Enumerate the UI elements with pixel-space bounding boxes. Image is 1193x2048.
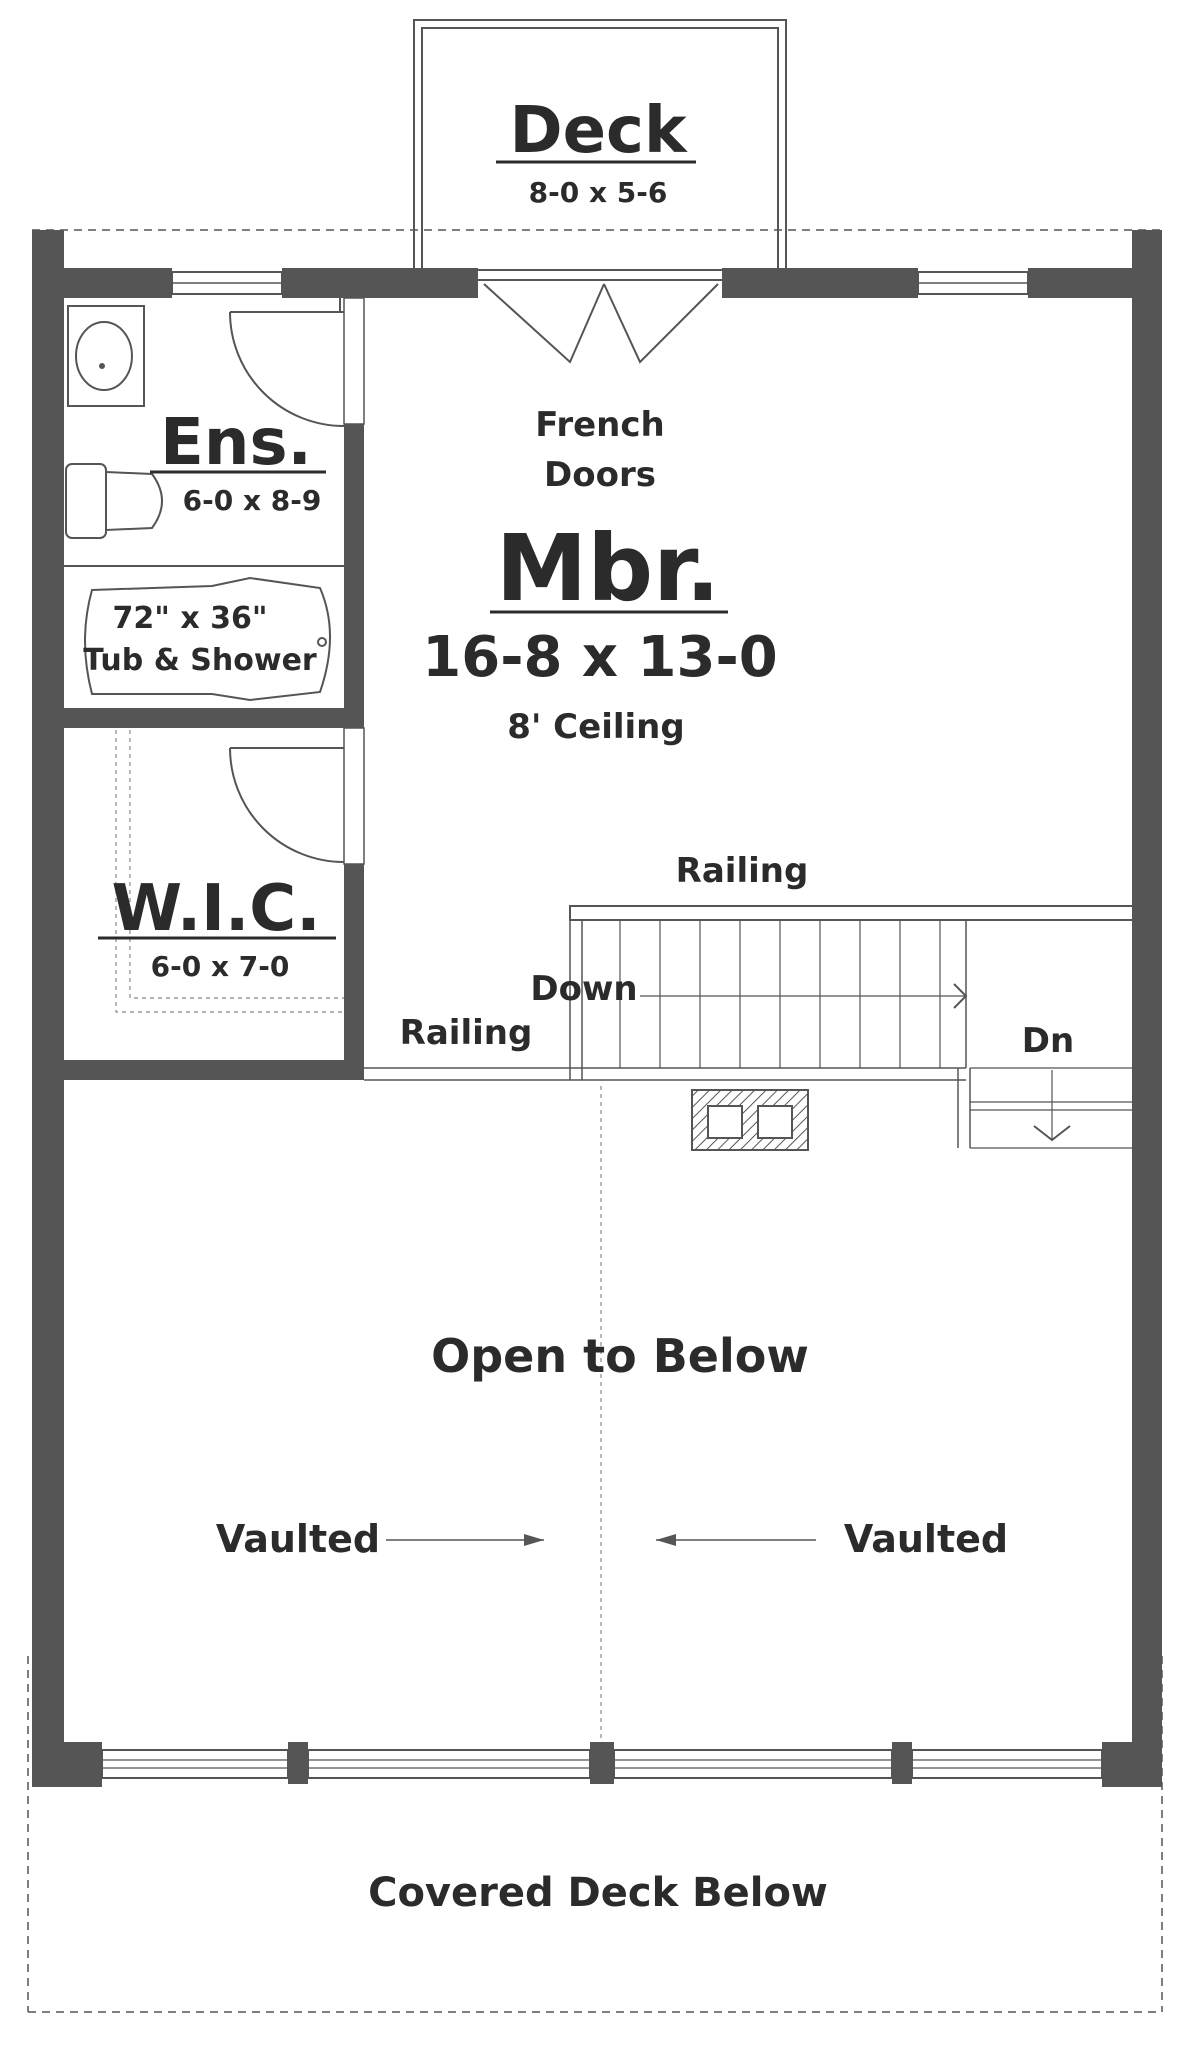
lower-stairs (958, 1068, 1132, 1148)
stairs (364, 906, 1134, 1080)
tub-label-1: 72" x 36" (112, 601, 268, 636)
vaulted-right-label: Vaulted (843, 1517, 1009, 1561)
sink-icon (68, 306, 144, 406)
dn-label: Dn (1021, 1021, 1075, 1061)
french-doors-label-2: Doors (544, 455, 656, 495)
master-title: Mbr. (495, 515, 721, 622)
master-ceiling: 8' Ceiling (507, 707, 685, 747)
down-label: Down (530, 969, 638, 1009)
master-size: 16-8 x 13-0 (422, 625, 778, 690)
french-doors-label-1: French (535, 405, 665, 445)
ensuite-title: Ens. (160, 406, 312, 480)
wic-size: 6-0 x 7-0 (150, 950, 290, 983)
ensuite-size: 6-0 x 8-9 (182, 484, 322, 517)
tub-icon (85, 578, 330, 700)
french-doors-symbol (478, 280, 722, 362)
deck-title: Deck (509, 94, 687, 168)
chimney-icon (692, 1090, 808, 1150)
covered-deck-label: Covered Deck Below (368, 1870, 828, 1916)
railing-top-label: Railing (675, 851, 809, 891)
open-to-below-label: Open to Below (431, 1329, 809, 1383)
wic-title: W.I.C. (111, 872, 321, 946)
vaulted-left-label: Vaulted (215, 1517, 381, 1561)
toilet-icon (66, 464, 162, 538)
railing-left-label: Railing (399, 1013, 533, 1053)
wic-door (230, 748, 344, 862)
deck-size: 8-0 x 5-6 (528, 176, 668, 209)
tub-label-2: Tub & Shower (83, 643, 317, 678)
covered-deck-outline (28, 1656, 1162, 2012)
